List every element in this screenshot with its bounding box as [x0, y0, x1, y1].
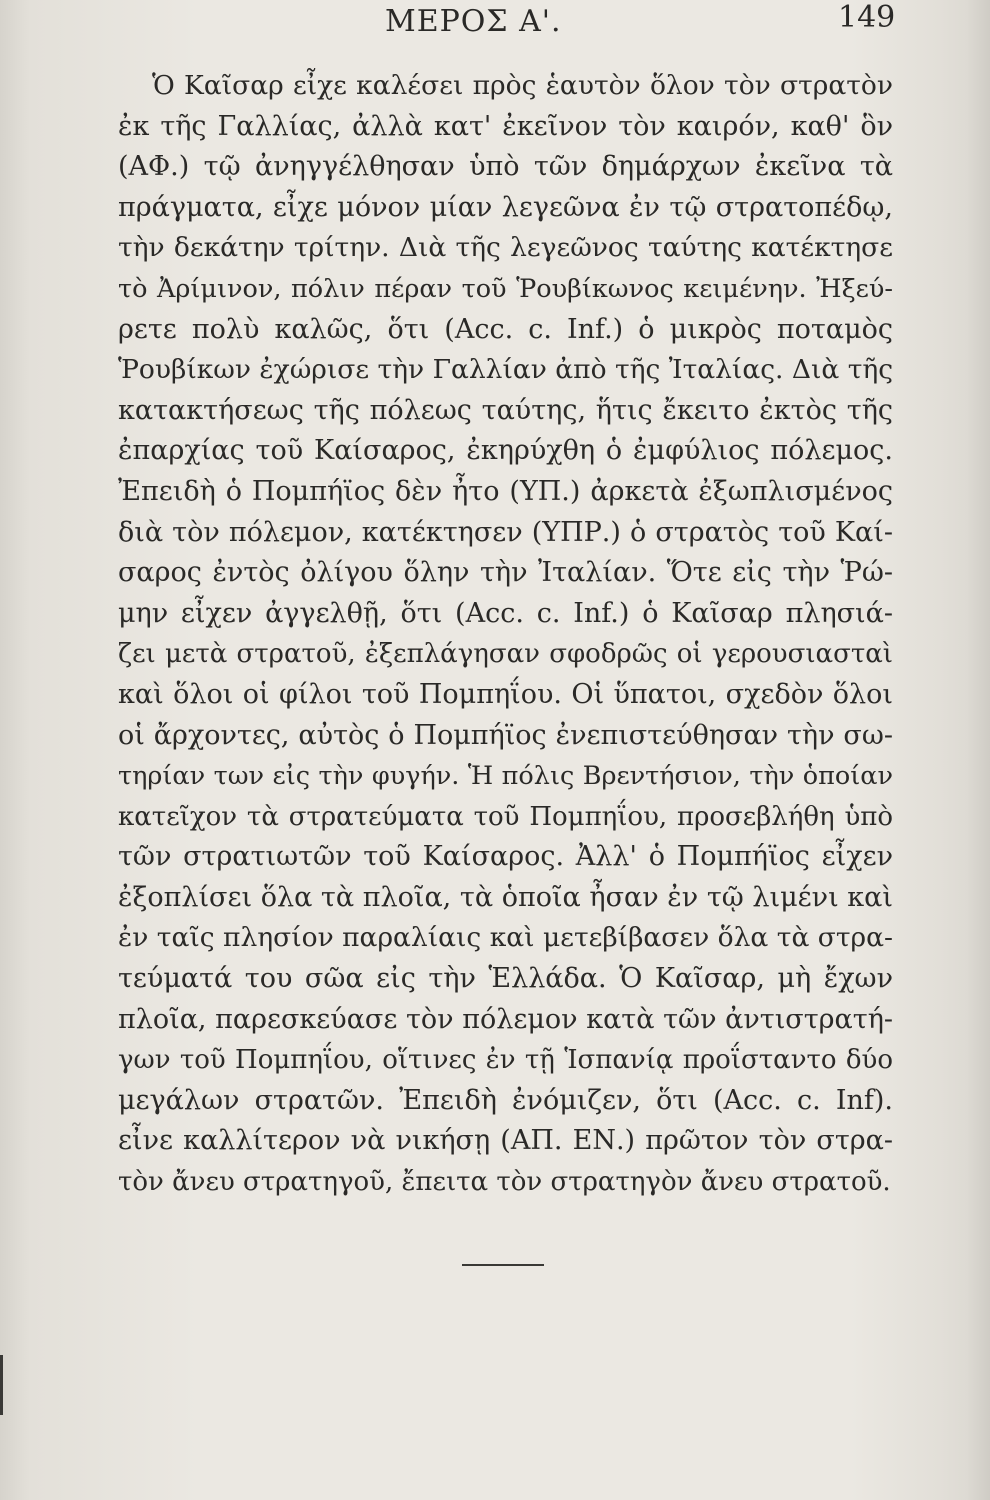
text-line: μεγάλων στρατῶν. Ἐπειδὴ ἐνόμιζεν, ὅτι (Acc. c. Inf). — [118, 1084, 893, 1116]
page-number: 149 — [838, 0, 896, 35]
text-line: τεύματά του σῶα εἰς τὴν Ἑλλάδα. Ὁ Καῖσαρ, μὴ ἔχων — [118, 963, 893, 995]
text-line: ἐξοπλίσει ὅλα τὰ πλοῖα, τὰ ὁποῖα ἦσαν ἐν τῷ λιμένι καὶ — [118, 881, 893, 913]
text-line: διὰ τὸν πόλεμον, κατέκτησεν (ΥΠΡ.) ὁ στρατὸς τοῦ Καί- — [118, 516, 893, 548]
text-line: ἐν ταῖς πλησίον παραλίαις καὶ μετεβίβασεν ὅλα τὰ στρα- — [118, 922, 893, 954]
text-line: (ΑΦ.) τῷ ἀνηγγέλθησαν ὑπὸ τῶν δημάρχων ἐκεῖνα τὰ — [118, 151, 893, 183]
text-line: πράγματα, εἶχε μόνον μίαν λεγεῶνα ἐν τῷ στρατοπέδῳ, — [118, 191, 893, 223]
text-line: Ὁ Καῖσαρ εἶχε καλέσει πρὸς ἑαυτὸν ὅλον τὸν στρατὸν — [152, 70, 893, 101]
text-line: οἱ ἄρχοντες, αὐτὸς ὁ Πομπήϊος ἐνεπιστεύθησαν τὴν σω- — [118, 719, 893, 751]
margin-mark — [0, 1355, 3, 1415]
text-line: τὴν δεκάτην τρίτην. Διὰ τῆς λεγεῶνος ταύτης κατέκτησε — [118, 232, 893, 264]
text-line: τὸν ἄνευ στρατηγοῦ, ἔπειτα τὸν στρατηγὸν ἄνευ στρατοῦ. — [118, 1167, 891, 1198]
text-line: μην εἶχεν ἀγγελθῇ, ὅτι (Acc. c. Inf.) ὁ Καῖσαρ πλησιά- — [118, 597, 893, 629]
text-line: εἶνε καλλίτερον νὰ νικήσῃ (ΑΠ. ΕΝ.) πρῶτον τὸν στρα- — [118, 1125, 893, 1157]
text-line: τὸ Ἀρίμινον, πόλιν πέραν τοῦ Ῥουβίκωνος κειμένην. Ἠξεύ- — [118, 273, 893, 304]
body-text — [118, 66, 893, 1203]
text-line: κατεῖχον τὰ στρατεύματα τοῦ Πομπηΐου, προσεβλήθη ὑπὸ — [118, 801, 893, 832]
text-line: ἐκ τῆς Γαλλίας, ἀλλὰ κατ' ἐκεῖνον τὸν καιρόν, καθ' ὃν — [118, 110, 893, 142]
text-line: καὶ ὅλοι οἱ φίλοι τοῦ Πομπηΐου. Οἱ ὕπατοι, σχεδὸν ὅλοι — [118, 678, 893, 710]
text-line: ρετε πολὺ καλῶς, ὅτι (Acc. c. Inf.) ὁ μικρὸς ποταμὸς — [118, 313, 893, 345]
page-edge-shadow — [968, 0, 990, 1500]
text-line: ἐπαρχίας τοῦ Καίσαρος, ἐκηρύχθη ὁ ἐμφύλιος πόλεμος. — [118, 435, 893, 467]
text-line: γων τοῦ Πομπηΐου, οἵτινες ἐν τῇ Ἱσπανίᾳ προΐσταντο δύο — [118, 1045, 893, 1076]
text-line: σαρος ἐντὸς ὀλίγου ὅλην τὴν Ἰταλίαν. Ὅτε εἰς τὴν Ῥώ- — [118, 557, 893, 589]
running-head: ΜΕΡΟΣ Α'. — [385, 4, 562, 39]
text-line: κατακτήσεως τῆς πόλεως ταύτης, ἥτις ἔκειτο ἐκτὸς τῆς — [118, 394, 893, 426]
text-line: πλοῖα, παρεσκεύασε τὸν πόλεμον κατὰ τῶν ἀντιστρατή- — [118, 1003, 893, 1035]
text-line: Ῥουβίκων ἐχώρισε τὴν Γαλλίαν ἀπὸ τῆς Ἰταλίας. Διὰ τῆς — [118, 354, 894, 386]
text-line: τηρίαν των εἰς τὴν φυγήν. Ἡ πόλις Βρεντήσιον, τὴν ὁποίαν — [118, 761, 893, 792]
text-line: Ἐπειδὴ ὁ Πομπήϊος δὲν ἦτο (ΥΠ.) ἀρκετὰ ἐξωπλισμένος — [118, 475, 893, 507]
end-rule — [462, 1264, 544, 1266]
text-line: ζει μετὰ στρατοῦ, ἐξεπλάγησαν σφοδρῶς οἱ γερουσιασταὶ — [118, 639, 893, 670]
text-line: τῶν στρατιωτῶν τοῦ Καίσαρος. Ἀλλ' ὁ Πομπήϊος εἶχεν — [118, 841, 893, 873]
